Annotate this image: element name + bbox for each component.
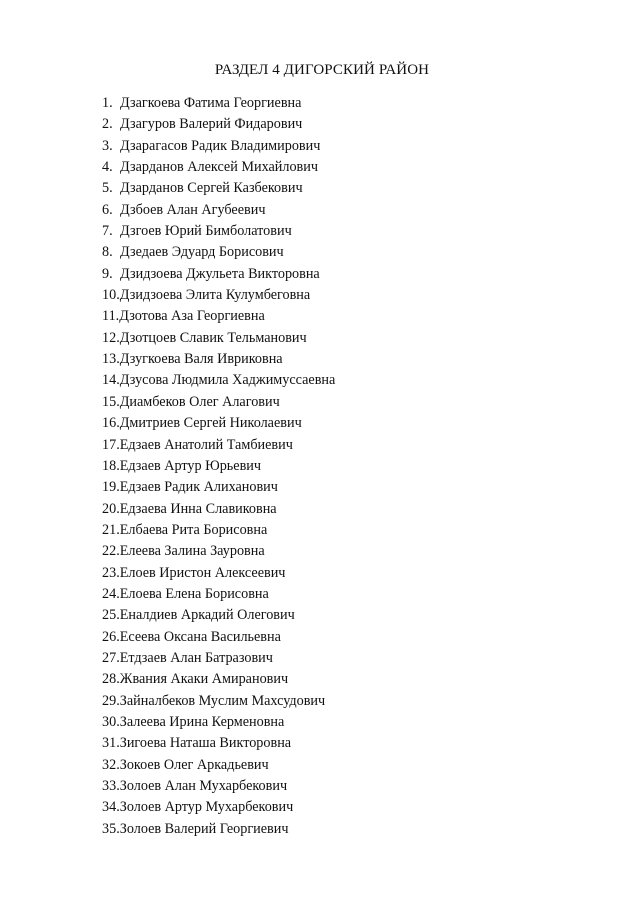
list-item: [102, 499, 335, 520]
item-number: 6.: [102, 201, 113, 218]
item-number: 9.: [102, 265, 113, 282]
item-number: 21.: [102, 521, 120, 538]
person-name: Едзаева Инна Славиковна: [119, 500, 277, 517]
item-number: 5.: [102, 180, 113, 197]
person-name: Дзарданов Сергей Казбекович: [120, 180, 303, 197]
item-number: 35.: [102, 820, 120, 837]
item-number: 27.: [102, 649, 120, 666]
item-number: 30.: [102, 713, 120, 730]
person-name: Золоев Артур Мухарбекович: [119, 799, 294, 816]
item-number: 11.: [102, 308, 120, 325]
list-item: [102, 178, 335, 199]
item-number: 3.: [102, 137, 113, 154]
list-item: [102, 221, 335, 242]
list-item: [102, 477, 335, 498]
name-list: [102, 93, 335, 840]
item-number: 16.: [102, 415, 120, 432]
list-item: [102, 712, 335, 733]
person-name: Дзугкоева Валя Ивриковна: [119, 351, 283, 368]
item-number: 25.: [102, 607, 120, 624]
person-name: Дзусова Людмила Хаджимуссаевна: [119, 372, 336, 389]
item-number: 24.: [102, 585, 120, 602]
person-name: Дзарагасов Радик Владимирович: [120, 137, 321, 154]
list-item: [102, 285, 335, 306]
person-name: Едзаев Артур Юрьевич: [119, 457, 262, 474]
person-name: Зайналбеков Муслим Махсудович: [119, 692, 326, 709]
item-number: 22.: [102, 543, 120, 560]
list-item: [102, 819, 335, 840]
item-number: 34.: [102, 799, 120, 816]
person-name: Елоева Елена Борисовна: [119, 585, 269, 602]
item-number: 19.: [102, 479, 120, 496]
person-name: Етдзаев Алан Батразович: [119, 649, 273, 666]
person-name: Дзотова Аза Георгиевна: [119, 308, 265, 325]
list-item: [102, 627, 335, 648]
person-name: Дзгоев Юрий Бимболатович: [120, 223, 292, 240]
item-number: 28.: [102, 671, 120, 688]
item-number: 18.: [102, 457, 120, 474]
list-item: [102, 435, 335, 456]
list-item: [102, 264, 335, 285]
person-name: Золоев Алан Мухарбекович: [119, 778, 288, 794]
list-item: [102, 648, 335, 669]
person-name: Дзарданов Алексей Михайлович: [120, 159, 318, 176]
person-name: Елбаева Рита Борисовна: [119, 521, 268, 538]
list-item: [102, 242, 335, 263]
person-name: Дзидзоева Элита Кулумбеговна: [119, 287, 311, 304]
item-number: 12.: [102, 329, 120, 346]
list-item: [102, 520, 335, 541]
list-item: [102, 413, 335, 434]
item-number: 14.: [102, 372, 120, 389]
item-number: 23.: [102, 564, 120, 581]
list-item: [102, 755, 335, 776]
list-item: [102, 93, 335, 114]
list-item: [102, 541, 335, 562]
item-number: 2.: [102, 116, 113, 133]
item-number: 13.: [102, 351, 120, 368]
person-name: Едзаев Радик Алиханович: [119, 479, 278, 496]
item-number: 1.: [102, 95, 113, 111]
list-item: [102, 114, 335, 135]
list-item: [102, 328, 335, 349]
person-name: Дзбоев Алан Агубеевич: [120, 201, 266, 218]
list-item: [102, 370, 335, 391]
person-name: Елоев Иристон Алексеевич: [119, 564, 286, 581]
list-item: [102, 456, 335, 477]
person-name: Дзедаев Эдуард Борисович: [120, 244, 284, 261]
item-number: 15.: [102, 393, 120, 410]
person-name: Дмитриев Сергей Николаевич: [119, 415, 302, 432]
list-item: [102, 669, 335, 690]
list-item: [102, 157, 335, 178]
item-number: 32.: [102, 756, 120, 773]
item-number: 8.: [102, 244, 113, 261]
person-name: Еналдиев Аркадий Олегович: [119, 607, 295, 624]
list-item: [102, 797, 335, 818]
item-number: 33.: [102, 778, 120, 794]
section-title: РАЗДЕЛ 4 ДИГОРСКИЙ РАЙОН: [214, 62, 430, 78]
person-name: Елеева Залина Зауровна: [119, 543, 265, 560]
person-name: Дзидзоева Джульета Викторовна: [120, 265, 320, 282]
person-name: Зигоева Наташа Викторовна: [119, 735, 292, 752]
item-number: 4.: [102, 159, 113, 176]
list-item: [102, 605, 335, 626]
person-name: Едзаев Анатолий Тамбиевич: [119, 436, 293, 453]
item-number: 31.: [102, 735, 120, 752]
list-item: [102, 392, 335, 413]
list-item: [102, 200, 335, 221]
item-number: 26.: [102, 628, 120, 645]
list-item: [102, 349, 335, 370]
person-name: Зокоев Олег Аркадьевич: [119, 756, 269, 773]
list-item: [102, 584, 335, 605]
item-number: 29.: [102, 692, 120, 709]
item-number: 20.: [102, 500, 120, 517]
list-item: [102, 733, 335, 754]
person-name: Диамбеков Олег Алагович: [119, 393, 280, 410]
item-number: 7.: [102, 223, 113, 240]
person-name: Есеева Оксана Васильевна: [119, 628, 281, 645]
list-item: [102, 136, 335, 157]
list-item: [102, 691, 335, 712]
item-number: 17.: [102, 436, 120, 453]
person-name: Дзагкоева Фатима Георгиевна: [120, 95, 302, 111]
person-name: Дзагуров Валерий Фидарович: [120, 116, 303, 133]
list-item: [102, 306, 335, 327]
person-name: Золоев Валерий Георгиевич: [119, 820, 289, 837]
person-name: Залеева Ирина Керменовна: [119, 713, 285, 730]
item-number: 10.: [102, 287, 120, 304]
person-name: Дзотцоев Славик Тельманович: [119, 329, 307, 346]
list-item: [102, 776, 335, 797]
person-name: Жвания Акаки Амиранович: [119, 671, 289, 688]
list-item: [102, 563, 335, 584]
